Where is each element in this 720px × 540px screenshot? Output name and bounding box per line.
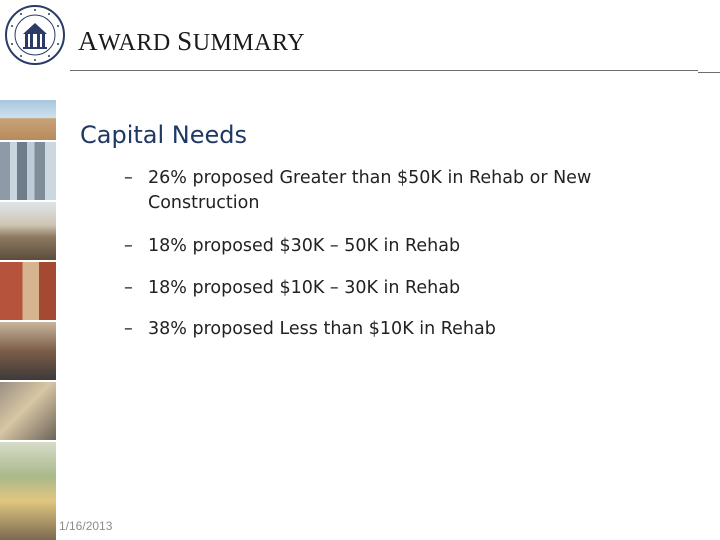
bullet-text: 18% proposed $30K – 50K in Rehab xyxy=(148,236,461,256)
bullet-dash: – xyxy=(124,168,133,188)
footer-date: 1/16/2013 xyxy=(59,519,113,533)
photo-family xyxy=(0,322,56,380)
bullet-text: 26% proposed Greater than $50K in Rehab or New Construction xyxy=(148,168,592,213)
section-heading: Capital Needs xyxy=(80,121,248,149)
photo-house xyxy=(0,100,56,140)
list-item xyxy=(124,317,684,342)
photo-neighborhood xyxy=(0,202,56,260)
photo-apartment-building xyxy=(0,262,56,320)
page-title: AWARD SUMMARY xyxy=(78,26,306,56)
bullet-text: 18% proposed $10K – 30K in Rehab xyxy=(148,278,461,298)
list-item xyxy=(124,276,684,301)
bullet-dash: – xyxy=(124,236,133,256)
header-divider-accent xyxy=(698,72,720,73)
bullet-text: 38% proposed Less than $10K in Rehab xyxy=(148,319,496,339)
photo-street-houses xyxy=(0,442,56,540)
photo-construction xyxy=(0,382,56,440)
bullet-dash: – xyxy=(124,278,133,298)
photo-strip xyxy=(0,100,56,540)
hud-seal-icon xyxy=(4,4,66,66)
bullet-dash: – xyxy=(124,319,133,339)
header-divider xyxy=(70,70,698,71)
list-item xyxy=(124,166,684,216)
photo-city-skyline xyxy=(0,142,56,200)
list-item xyxy=(124,234,684,259)
